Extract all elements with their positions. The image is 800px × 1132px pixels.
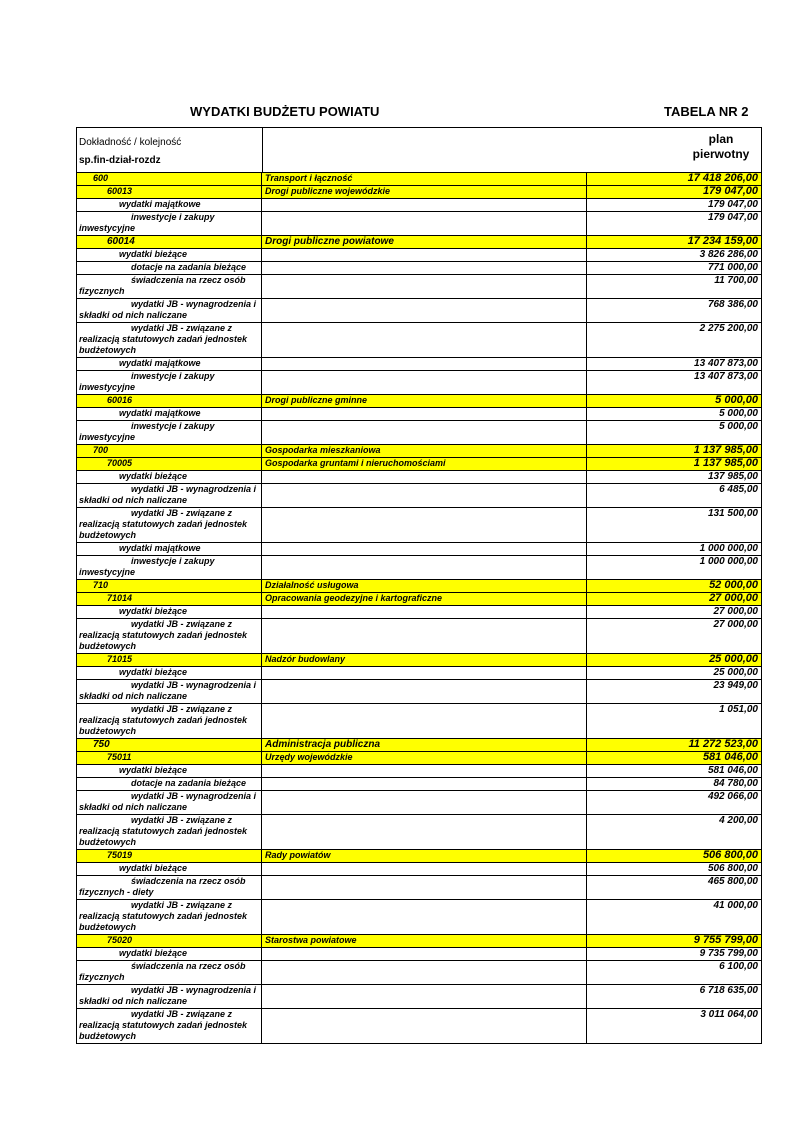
row-code-cell: [77, 484, 262, 507]
budget-table-body: [76, 173, 762, 1044]
row-description-cell: Gospodarka mieszkaniowa: [262, 445, 587, 457]
table-row-sub: [77, 876, 761, 900]
row-description-cell: [262, 985, 587, 1008]
row-description-cell: [262, 556, 587, 579]
row-code-text: inwestycje i zakupy inwestycyjne: [79, 212, 215, 233]
row-code-text: wydatki JB - związane z realizacją statutowych zadań jednostek budżetowych: [79, 508, 248, 540]
row-value-cell: 17 418 206,00: [687, 172, 758, 184]
row-description-cell: [262, 323, 587, 357]
row-code-text: 600: [93, 173, 109, 183]
table-row-rozdzial: [77, 752, 761, 765]
row-code-cell: [77, 850, 262, 862]
row-value-cell: 1 137 985,00: [693, 457, 758, 469]
row-value-cell: 1 137 985,00: [693, 444, 758, 456]
row-description-cell: Rady powiatów: [262, 850, 587, 862]
row-value-cell: 9 735 799,00: [699, 948, 758, 959]
table-row-sub: [77, 704, 761, 739]
table-row-sub: [77, 371, 761, 395]
row-code-text: świadczenia na rzecz osób fizycznych: [79, 275, 246, 296]
table-row-dzial: [77, 173, 761, 186]
row-description-cell: [262, 948, 587, 960]
table-row-sub: [77, 275, 761, 299]
header-code-column: [77, 128, 263, 172]
row-value-cell: 1 000 000,00: [699, 543, 758, 554]
table-row-sub: [77, 421, 761, 445]
row-code-text: wydatki bieżące: [119, 606, 188, 616]
row-code-cell: [77, 543, 262, 555]
row-value-cell: 465 800,00: [707, 876, 758, 887]
row-code-cell: [77, 739, 262, 751]
table-row-sub: [77, 619, 761, 654]
row-code-text: wydatki majątkowe: [119, 543, 201, 553]
row-description-cell: Drogi publiczne gminne: [262, 395, 587, 407]
table-header: [76, 127, 762, 173]
row-code-text: 75011: [107, 752, 132, 762]
row-value-cell: 25 000,00: [713, 667, 758, 678]
table-row-rozdzial: [77, 186, 761, 199]
row-description-cell: [262, 606, 587, 618]
row-value-cell: 23 949,00: [713, 680, 758, 691]
row-description-cell: Starostwa powiatowe: [262, 935, 587, 947]
row-value-cell: 84 780,00: [713, 778, 758, 789]
row-code-cell: [77, 275, 262, 298]
row-description-cell: [262, 199, 587, 211]
table-row-sub: [77, 299, 761, 323]
row-code-text: wydatki majątkowe: [119, 358, 201, 368]
table-row-group: [77, 471, 761, 484]
row-code-cell: [77, 900, 262, 934]
row-code-text: 710: [93, 580, 109, 590]
row-value-cell: 2 275 200,00: [699, 323, 758, 334]
row-code-text: wydatki bieżące: [119, 249, 188, 259]
row-code-text: wydatki majątkowe: [119, 199, 201, 209]
row-description-cell: [262, 262, 587, 274]
row-code-cell: [77, 815, 262, 849]
row-code-text: wydatki bieżące: [119, 667, 188, 677]
row-description-cell: Administracja publiczna: [262, 739, 587, 751]
table-row-group: [77, 948, 761, 961]
row-value-cell: 506 800,00: [707, 863, 758, 874]
row-value-cell: 581 046,00: [707, 765, 758, 776]
row-description-cell: [262, 1009, 587, 1043]
row-code-cell: [77, 935, 262, 947]
row-value-cell: 492 066,00: [707, 791, 758, 802]
row-code-text: wydatki JB - związane z realizacją statutowych zadań jednostek budżetowych: [79, 1009, 248, 1041]
row-description-cell: [262, 765, 587, 777]
row-description-cell: Urzędy wojewódzkie: [262, 752, 587, 764]
document-title: WYDATKI BUDŻETU POWIATU: [190, 104, 380, 119]
row-code-text: wydatki JB - związane z realizacją statutowych zadań jednostek budżetowych: [79, 619, 248, 651]
row-description-cell: [262, 421, 587, 444]
row-description-cell: [262, 778, 587, 790]
row-code-text: 60013: [107, 186, 133, 196]
row-code-cell: [77, 508, 262, 542]
row-description-cell: [262, 275, 587, 298]
row-code-text: 60014: [107, 236, 135, 247]
row-description-cell: Działalność usługowa: [262, 580, 587, 592]
row-code-cell: [77, 791, 262, 814]
row-description-cell: [262, 680, 587, 703]
table-row-rozdzial: [77, 458, 761, 471]
table-row-sub: [77, 778, 761, 791]
row-code-text: wydatki JB - wynagrodzenia i składki od nich naliczane: [79, 299, 257, 320]
table-row-sub: [77, 791, 761, 815]
row-value-cell: 6 100,00: [719, 961, 758, 972]
table-number: TABELA NR 2: [664, 104, 749, 119]
row-code-cell: [77, 371, 262, 394]
row-description-cell: Nadzór budowlany: [262, 654, 587, 666]
row-value-cell: 6 485,00: [719, 484, 758, 495]
row-description-cell: [262, 299, 587, 322]
table-row-rozdzial: [77, 654, 761, 667]
row-code-cell: [77, 358, 262, 370]
row-value-cell: 1 051,00: [719, 704, 758, 715]
table-row-group: [77, 249, 761, 262]
table-row-dzial: [77, 739, 761, 752]
row-code-cell: [77, 173, 262, 185]
row-value-cell: 4 200,00: [719, 815, 758, 826]
row-code-text: wydatki JB - wynagrodzenia i składki od nich naliczane: [79, 985, 257, 1006]
row-value-cell: 506 800,00: [702, 849, 758, 861]
row-description-cell: [262, 358, 587, 370]
row-code-cell: [77, 421, 262, 444]
row-code-text: wydatki bieżące: [119, 471, 188, 481]
row-value-cell: 6 718 635,00: [699, 985, 758, 996]
row-code-cell: [77, 704, 262, 738]
row-value-cell: 11 272 523,00: [688, 738, 758, 750]
table-row-sub: [77, 508, 761, 543]
row-code-cell: [77, 961, 262, 984]
row-code-text: inwestycje i zakupy inwestycyjne: [79, 421, 215, 442]
row-code-cell: [77, 1009, 262, 1043]
row-code-cell: [77, 580, 262, 592]
table-row-group: [77, 606, 761, 619]
row-code-cell: [77, 262, 262, 274]
row-code-cell: [77, 299, 262, 322]
header-plan-label: plan pierwotny: [692, 132, 750, 161]
table-row-group: [77, 543, 761, 556]
row-description-cell: [262, 961, 587, 984]
row-code-cell: [77, 556, 262, 579]
row-code-text: 75020: [107, 935, 133, 945]
table-row-sub: [77, 985, 761, 1009]
row-description-cell: [262, 667, 587, 679]
row-code-text: wydatki bieżące: [119, 948, 188, 958]
row-value-cell: 5 000,00: [715, 394, 758, 406]
row-code-cell: [77, 249, 262, 261]
table-row-sub: [77, 484, 761, 508]
row-value-cell: 1 000 000,00: [699, 556, 758, 567]
row-description-cell: [262, 900, 587, 934]
row-value-cell: 17 234 159,00: [687, 235, 758, 247]
row-code-cell: [77, 236, 262, 248]
table-row-dzial: [77, 445, 761, 458]
row-value-cell: 581 046,00: [702, 751, 758, 763]
row-code-text: dotacje na zadania bieżące: [131, 262, 247, 272]
table-row-sub: [77, 815, 761, 850]
row-code-cell: [77, 593, 262, 605]
row-code-text: wydatki JB - wynagrodzenia i składki od nich naliczane: [79, 791, 257, 812]
row-value-cell: 3 011 064,00: [700, 1009, 758, 1020]
row-code-cell: [77, 680, 262, 703]
table-row-sub: [77, 556, 761, 580]
row-value-cell: 27 000,00: [709, 592, 758, 604]
row-description-cell: Drogi publiczne powiatowe: [262, 236, 587, 248]
row-description-cell: [262, 484, 587, 507]
row-value-cell: 131 500,00: [707, 508, 758, 519]
row-description-cell: [262, 471, 587, 483]
row-code-text: wydatki JB - związane z realizacją statutowych zadań jednostek budżetowych: [79, 815, 248, 847]
table-row-rozdzial: [77, 395, 761, 408]
row-value-cell: 11 700,00: [714, 275, 758, 286]
table-row-sub: [77, 212, 761, 236]
table-row-sub: [77, 323, 761, 358]
row-value-cell: 25 000,00: [709, 653, 758, 665]
row-description-cell: Opracowania geodezyjne i kartograficzne: [262, 593, 587, 605]
row-code-cell: [77, 606, 262, 618]
table-row-sub: [77, 961, 761, 985]
table-row-rozdzial: [77, 935, 761, 948]
row-code-cell: [77, 199, 262, 211]
row-value-cell: 27 000,00: [713, 619, 758, 630]
row-code-text: wydatki JB - związane z realizacją statutowych zadań jednostek budżetowych: [79, 323, 248, 355]
row-value-cell: 27 000,00: [713, 606, 758, 617]
row-code-text: 750: [93, 739, 110, 750]
row-code-text: wydatki JB - związane z realizacją statutowych zadań jednostek budżetowych: [79, 900, 248, 932]
row-code-cell: [77, 876, 262, 899]
table-row-rozdzial: [77, 593, 761, 606]
row-code-cell: [77, 212, 262, 235]
row-code-text: 60016: [107, 395, 133, 405]
table-row-group: [77, 765, 761, 778]
table-row-sub: [77, 1009, 761, 1044]
row-code-text: dotacje na zadania bieżące: [131, 778, 247, 788]
table-row-group: [77, 199, 761, 212]
row-value-cell: 179 047,00: [702, 185, 758, 197]
row-code-text: wydatki bieżące: [119, 863, 188, 873]
row-code-text: wydatki bieżące: [119, 765, 188, 775]
table-row-sub: [77, 262, 761, 275]
row-code-text: wydatki JB - wynagrodzenia i składki od nich naliczane: [79, 484, 257, 505]
row-code-cell: [77, 323, 262, 357]
row-description-cell: [262, 212, 587, 235]
row-code-cell: [77, 654, 262, 666]
row-value-cell: 3 826 286,00: [699, 249, 758, 260]
row-code-cell: [77, 765, 262, 777]
row-value-cell: 41 000,00: [713, 900, 758, 911]
row-code-cell: [77, 948, 262, 960]
row-value-cell: 9 755 799,00: [693, 934, 758, 946]
row-description-cell: [262, 704, 587, 738]
row-description-cell: [262, 408, 587, 420]
row-code-cell: [77, 863, 262, 875]
header-accuracy-label: Dokładność / kolejność: [79, 137, 182, 148]
row-code-cell: [77, 408, 262, 420]
row-value-cell: 179 047,00: [707, 199, 758, 210]
table-row-rozdzial: [77, 850, 761, 863]
row-description-cell: [262, 815, 587, 849]
row-value-cell: 13 407 873,00: [694, 371, 758, 382]
row-value-cell: 5 000,00: [719, 408, 758, 419]
row-code-text: świadczenia na rzecz osób fizycznych - diety: [79, 876, 246, 897]
row-code-text: świadczenia na rzecz osób fizycznych: [79, 961, 246, 982]
row-code-cell: [77, 395, 262, 407]
row-code-text: 70005: [107, 458, 133, 468]
table-row-group: [77, 358, 761, 371]
table-row-dzial: [77, 580, 761, 593]
table-row-sub: [77, 680, 761, 704]
row-code-cell: [77, 778, 262, 790]
table-row-group: [77, 863, 761, 876]
table-row-sub: [77, 900, 761, 935]
table-row-group: [77, 408, 761, 421]
row-description-cell: [262, 508, 587, 542]
row-description-cell: Drogi publiczne wojewódzkie: [262, 186, 587, 198]
row-code-cell: [77, 471, 262, 483]
row-code-text: inwestycje i zakupy inwestycyjne: [79, 371, 215, 392]
row-code-text: 71015: [107, 654, 133, 664]
row-code-cell: [77, 619, 262, 653]
table-row-group: [77, 667, 761, 680]
row-code-cell: [77, 445, 262, 457]
row-value-cell: 768 386,00: [707, 299, 758, 310]
row-code-text: 700: [93, 445, 109, 455]
row-description-cell: Transport i łączność: [262, 173, 587, 185]
row-value-cell: 13 407 873,00: [694, 358, 758, 369]
row-code-text: wydatki majątkowe: [119, 408, 201, 418]
header-classification-label: sp.fin-dział-rozdz: [79, 155, 161, 166]
row-value-cell: 137 985,00: [707, 471, 758, 482]
row-code-cell: [77, 752, 262, 764]
row-description-cell: [262, 863, 587, 875]
row-code-text: inwestycje i zakupy inwestycyjne: [79, 556, 215, 577]
row-description-cell: [262, 371, 587, 394]
row-value-cell: 771 000,00: [707, 262, 758, 273]
table-row-rozdzial: [77, 236, 761, 249]
row-description-cell: [262, 619, 587, 653]
row-code-text: wydatki JB - wynagrodzenia i składki od nich naliczane: [79, 680, 257, 701]
row-value-cell: 52 000,00: [709, 579, 758, 591]
row-code-cell: [77, 458, 262, 470]
row-description-cell: [262, 249, 587, 261]
row-value-cell: 5 000,00: [719, 421, 758, 432]
row-description-cell: Gospodarka gruntami i nieruchomościami: [262, 458, 587, 470]
row-code-text: wydatki JB - związane z realizacją statutowych zadań jednostek budżetowych: [79, 704, 248, 736]
row-value-cell: 179 047,00: [707, 212, 758, 223]
row-description-cell: [262, 791, 587, 814]
row-code-text: 71014: [107, 593, 133, 603]
row-description-cell: [262, 876, 587, 899]
row-code-cell: [77, 667, 262, 679]
row-description-cell: [262, 543, 587, 555]
row-code-cell: [77, 985, 262, 1008]
row-code-cell: [77, 186, 262, 198]
row-code-text: 75019: [107, 850, 133, 860]
